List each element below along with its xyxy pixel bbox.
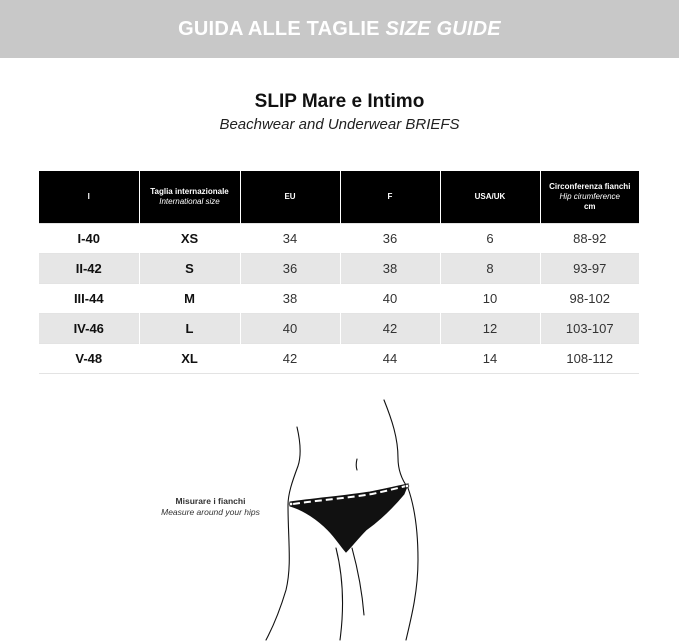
cell-hip: 88-92 — [540, 224, 639, 254]
cell-i: V-48 — [39, 344, 139, 374]
left-body-contour — [266, 427, 300, 640]
cell-hip: 93-97 — [540, 254, 639, 284]
cell-f: 36 — [340, 224, 440, 254]
cell-f: 42 — [340, 314, 440, 344]
cell-i: III-44 — [39, 284, 139, 314]
cell-eu: 36 — [240, 254, 340, 284]
briefs-shape — [290, 484, 408, 552]
tape-end-left — [289, 502, 293, 506]
header-col-hip: Circonferenza fianchi Hip cirumference cm — [540, 171, 639, 224]
cell-f: 38 — [340, 254, 440, 284]
cell-hip: 108-112 — [540, 344, 639, 374]
navel-mark — [356, 459, 357, 470]
right-body-contour — [384, 400, 418, 640]
cell-i: II-42 — [39, 254, 139, 284]
page-subtitle: Beachwear and Underwear BRIEFS — [219, 116, 460, 133]
cell-international: S — [139, 254, 240, 284]
right-inner-thigh — [352, 548, 364, 615]
cell-usa-uk: 6 — [440, 224, 540, 254]
cell-i: IV-46 — [39, 314, 139, 344]
page-title: SLIP Mare e Intimo — [254, 91, 425, 112]
cell-i: I-40 — [39, 224, 139, 254]
cell-eu: 38 — [240, 284, 340, 314]
cell-f: 44 — [340, 344, 440, 374]
cell-usa-uk: 14 — [440, 344, 540, 374]
left-inner-thigh — [336, 548, 343, 640]
cell-international: M — [139, 284, 240, 314]
cell-usa-uk: 12 — [440, 314, 540, 344]
header-col-usa-uk: USA/UK — [440, 171, 540, 224]
banner-title-en: SIZE GUIDE — [385, 17, 501, 40]
cell-international: L — [139, 314, 240, 344]
cell-eu: 40 — [240, 314, 340, 344]
measure-label-it: Misurare i fianchi — [175, 496, 246, 506]
tape-end-right — [405, 484, 409, 488]
cell-eu: 34 — [240, 224, 340, 254]
cell-usa-uk: 8 — [440, 254, 540, 284]
header-col-eu: EU — [240, 171, 340, 224]
header-col-f: F — [340, 171, 440, 224]
header-col-i: I — [39, 171, 139, 224]
cell-international: XL — [139, 344, 240, 374]
measure-label-en: Measure around your hips — [161, 507, 260, 517]
measure-hip-label — [150, 496, 271, 517]
banner-title-it: GUIDA ALLE TAGLIE — [178, 17, 380, 40]
cell-hip: 103-107 — [540, 314, 639, 344]
cell-hip: 98-102 — [540, 284, 639, 314]
cell-f: 40 — [340, 284, 440, 314]
cell-usa-uk: 10 — [440, 284, 540, 314]
cell-eu: 42 — [240, 344, 340, 374]
cell-international: XS — [139, 224, 240, 254]
header-col-international: Taglia internazionale International size — [139, 171, 240, 224]
